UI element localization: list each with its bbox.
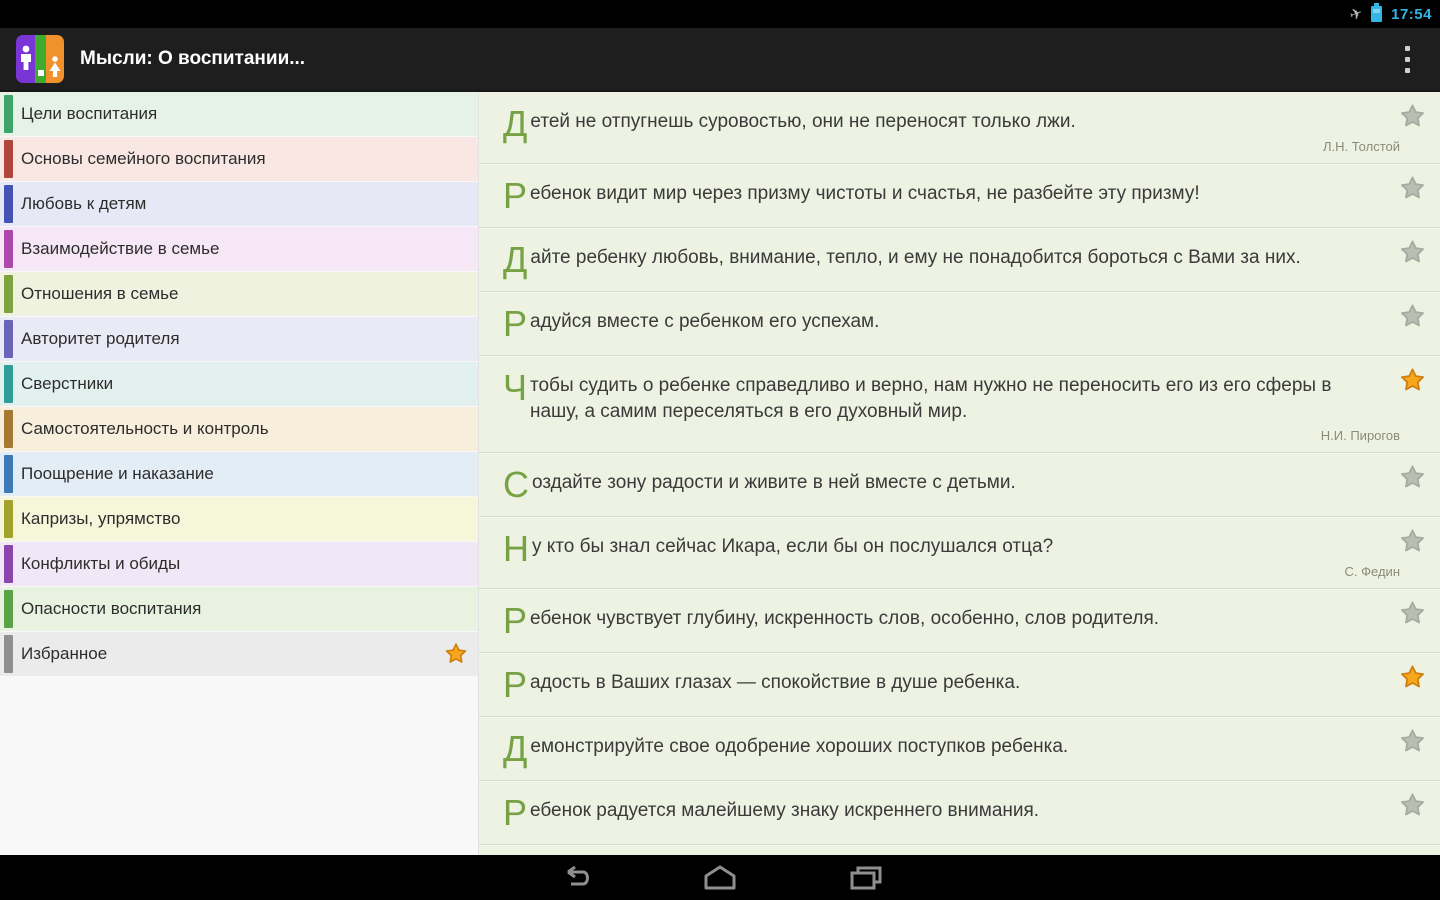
favorite-star-icon[interactable] (1399, 103, 1426, 130)
category-color-bar (4, 275, 13, 313)
category-color-bar (4, 185, 13, 223)
quote-dropcap: С (503, 464, 529, 505)
quote-dropcap: Ч (503, 367, 527, 408)
action-bar (0, 28, 1440, 92)
category-color-bar (4, 230, 13, 268)
quote-author: Н.И. Пирогов (1320, 428, 1400, 443)
quote-text: Демонстрируйте свое одобрение хороших поступков ребенка. (503, 728, 1069, 769)
airplane-mode-icon: ✈ (1347, 3, 1365, 25)
category-label: Конфликты и обиды (21, 554, 181, 573)
quote-text: Детей не отпугнешь суровостью, они не переносят только лжи. (503, 103, 1076, 144)
quote-dropcap: Р (503, 664, 528, 705)
sidebar-category-item[interactable] (0, 317, 478, 361)
category-color-bar (4, 545, 13, 583)
category-color-bar (4, 140, 13, 178)
category-label: Опасности воспитания (21, 599, 202, 618)
app-logo-icon (16, 35, 64, 83)
sidebar-category-item[interactable] (0, 182, 478, 226)
favorite-star-icon[interactable] (1399, 239, 1426, 266)
sidebar-category-item[interactable] (0, 137, 478, 181)
quote-dropcap: Д (503, 728, 528, 769)
favorite-star-icon[interactable] (1399, 728, 1426, 755)
favorites-star-icon (444, 642, 468, 666)
navigation-bar (0, 855, 1440, 900)
status-bar (0, 0, 1440, 28)
quote-dropcap: Д (503, 103, 528, 144)
quote-row[interactable] (479, 589, 1440, 653)
sidebar-category-item[interactable] (0, 92, 478, 136)
status-clock: 17:54 (1391, 5, 1432, 23)
quote-row[interactable] (479, 164, 1440, 228)
quote-row[interactable] (479, 356, 1440, 453)
category-label: Капризы, упрямство (21, 509, 181, 528)
quote-row[interactable] (479, 517, 1440, 589)
quote-row[interactable] (479, 453, 1440, 517)
category-color-bar (4, 455, 13, 493)
category-color-bar (4, 635, 13, 673)
favorite-star-icon[interactable] (1399, 175, 1426, 202)
category-color-bar (4, 320, 13, 358)
quote-text: Дайте ребенку любовь, внимание, тепло, и ему не понадобится бороться с Вами за них. (503, 239, 1301, 280)
favorite-star-icon[interactable] (1399, 464, 1426, 491)
quote-row[interactable] (479, 781, 1440, 845)
main-content (0, 92, 1440, 855)
quote-dropcap: Р (503, 600, 528, 641)
category-label: Цели воспитания (21, 104, 158, 123)
quote-row[interactable] (479, 717, 1440, 781)
category-label: Основы семейного воспитания (21, 149, 266, 168)
category-label: Отношения в семье (21, 284, 179, 303)
category-label: Взаимодействие в семье (21, 239, 220, 258)
battery-icon (1371, 6, 1382, 22)
logo-stripe-middle (35, 35, 46, 83)
sidebar-category-item[interactable] (0, 407, 478, 451)
quote-row[interactable] (479, 92, 1440, 164)
back-button[interactable] (501, 866, 647, 890)
quote-text: Создайте зону радости и живите в ней вместе с детьми. (503, 464, 1016, 505)
quote-row[interactable] (479, 653, 1440, 717)
category-color-bar (4, 500, 13, 538)
quote-row[interactable] (479, 292, 1440, 356)
page-title: Мысли: О воспитании... (80, 48, 306, 69)
category-label: Любовь к детям (21, 194, 147, 213)
favorite-star-icon[interactable] (1399, 792, 1426, 819)
favorite-star-icon[interactable] (1399, 600, 1426, 627)
category-color-bar (4, 590, 13, 628)
category-sidebar (0, 92, 479, 855)
category-color-bar (4, 365, 13, 403)
quote-list (479, 92, 1440, 855)
quote-text: Ребенок радуется малейшему знаку искреннего внимания. (503, 792, 1040, 833)
sidebar-category-item[interactable] (0, 362, 478, 406)
quote-text: Радуйся вместе с ребенком его успехам. (503, 303, 880, 344)
home-button[interactable] (647, 865, 793, 891)
logo-stripe-child (46, 35, 64, 83)
category-color-bar (4, 410, 13, 448)
quote-dropcap: Р (503, 303, 528, 344)
sidebar-category-item[interactable] (0, 272, 478, 316)
sidebar-category-item[interactable] (0, 227, 478, 271)
quote-text: Чтобы судить о ребенке справедливо и верно, нам нужно не переносить его из его сферы в нашу, а самим переселяться в его духовный мир. (503, 367, 1332, 422)
favorite-star-icon[interactable] (1399, 528, 1426, 555)
quote-dropcap: Н (503, 528, 529, 569)
favorite-star-icon[interactable] (1399, 664, 1426, 691)
category-label: Авторитет родителя (21, 329, 180, 348)
sidebar-category-item[interactable] (0, 632, 478, 676)
quote-dropcap: Р (503, 175, 528, 216)
sidebar-category-item[interactable] (0, 587, 478, 631)
quote-row[interactable] (479, 228, 1440, 292)
favorite-star-icon[interactable] (1399, 367, 1426, 394)
category-label: Избранное (21, 644, 108, 663)
favorite-star-icon[interactable] (1399, 303, 1426, 330)
category-label: Поощрение и наказание (21, 464, 214, 483)
sidebar-category-item[interactable] (0, 452, 478, 496)
quote-text: Ну кто бы знал сейчас Икара, если бы он послушался отца? (503, 528, 1054, 569)
category-label: Самостоятельность и контроль (21, 419, 269, 438)
overflow-menu-icon[interactable] (1397, 38, 1418, 81)
quote-dropcap: Д (503, 239, 528, 280)
recents-button[interactable] (793, 865, 939, 891)
quote-text: Ребенок чувствует глубину, искренность слов, особенно, слов родителя. (503, 600, 1160, 641)
category-color-bar (4, 95, 13, 133)
category-label: Сверстники (21, 374, 114, 393)
sidebar-category-item[interactable] (0, 542, 478, 586)
quote-author: С. Федин (1344, 564, 1400, 579)
quote-dropcap: Р (503, 792, 528, 833)
quote-text: Радость в Ваших глазах — спокойствие в душе ребенка. (503, 664, 1021, 705)
quote-text: Ребенок видит мир через призму чистоты и счастья, не разбейте эту призму! (503, 175, 1200, 216)
sidebar-category-item[interactable] (0, 497, 478, 541)
quote-author: Л.Н. Толстой (1322, 139, 1400, 154)
logo-stripe-parent (16, 35, 35, 83)
